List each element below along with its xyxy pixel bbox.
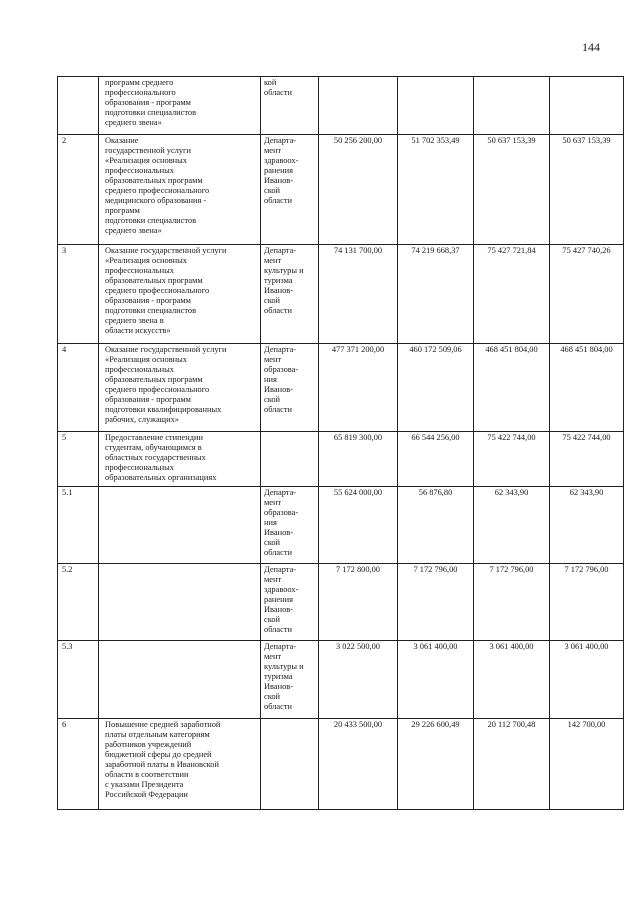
- row-number: 6: [58, 719, 99, 810]
- value-2022: 75 427 740,26: [550, 245, 624, 344]
- row-executor: Департа- мент культуры и туризма Иванов- ской области: [261, 245, 319, 344]
- value-2021: 20 112 700,48: [474, 719, 550, 810]
- value-2019: 477 371 200,00: [319, 344, 398, 432]
- table-row: [58, 245, 624, 344]
- row-executor: Департа- мент образова- ния Иванов- ской области: [261, 344, 319, 432]
- budget-table: [57, 76, 624, 810]
- table-row: [58, 135, 624, 245]
- value-2020: 3 061 400,00: [398, 641, 474, 719]
- value-2022: 75 422 744,00: [550, 432, 624, 487]
- row-name: Оказание государственной услуги «Реализация основных профессиональных образовательных программ среднего профессионального образования - программ подготовки квалифицированных рабочих, служащих»: [99, 344, 261, 432]
- value-2019: [319, 77, 398, 135]
- value-2021: 7 172 796,00: [474, 564, 550, 641]
- row-number: 5.3: [58, 641, 99, 719]
- value-2020: 56 876,80: [398, 487, 474, 564]
- row-name: Оказание государственной услуги «Реализация основных профессиональных образовательных программ среднего профессионального образования - программ подготовки специалистов среднего звена в области искусств»: [99, 245, 261, 344]
- value-2022: [550, 77, 624, 135]
- row-number: 3: [58, 245, 99, 344]
- row-executor: кой области: [261, 77, 319, 135]
- row-name: [99, 564, 261, 641]
- row-name: [99, 487, 261, 564]
- value-2021: 50 637 153,39: [474, 135, 550, 245]
- value-2020: 460 172 509,06: [398, 344, 474, 432]
- value-2022: 468 451 804,00: [550, 344, 624, 432]
- row-number: 5: [58, 432, 99, 487]
- row-number: [58, 77, 99, 135]
- row-name: [99, 641, 261, 719]
- row-name: Оказание государственной услуги «Реализация основных профессиональных образовательных программ среднего профессионального медицинского образования - программ подготовки специалистов среднего звена»: [99, 135, 261, 245]
- row-number: 5.2: [58, 564, 99, 641]
- table-row: [58, 564, 624, 641]
- row-executor: Департа- мент культуры и туризма Иванов- ской области: [261, 641, 319, 719]
- row-executor: Департа- мент образова- ния Иванов- ской области: [261, 487, 319, 564]
- value-2022: 7 172 796,00: [550, 564, 624, 641]
- value-2020: 74 219 668,37: [398, 245, 474, 344]
- value-2021: 468 451 804,00: [474, 344, 550, 432]
- value-2021: 75 427 721,84: [474, 245, 550, 344]
- row-number: 5.1: [58, 487, 99, 564]
- value-2019: 50 256 200,00: [319, 135, 398, 245]
- table-row: [58, 432, 624, 487]
- value-2019: 65 819 300,00: [319, 432, 398, 487]
- value-2020: 7 172 796,00: [398, 564, 474, 641]
- table-row: [58, 719, 624, 810]
- row-name: Предоставление стипендии студентам, обучающимся в областных государственных профессиональных образовательных организациях: [99, 432, 261, 487]
- value-2019: 74 131 700,00: [319, 245, 398, 344]
- value-2021: [474, 77, 550, 135]
- table-row: [58, 344, 624, 432]
- value-2022: 3 061 400,00: [550, 641, 624, 719]
- row-number: 2: [58, 135, 99, 245]
- value-2019: 20 433 500,00: [319, 719, 398, 810]
- row-executor: [261, 432, 319, 487]
- row-number: 4: [58, 344, 99, 432]
- row-name: Повышение средней заработной платы отдельным категориям работников учреждений бюджетной сферы до средней заработной платы в Ивановской области в соответствии с указами Президента Российской Федерации: [99, 719, 261, 810]
- value-2020: 66 544 256,00: [398, 432, 474, 487]
- row-executor: Департа- мент здравоох- ранения Иванов- ской области: [261, 564, 319, 641]
- row-name: программ среднего профессионального образования - программ подготовки специалистов среднего звена»: [99, 77, 261, 135]
- value-2020: 51 702 353,49: [398, 135, 474, 245]
- table-row: [58, 641, 624, 719]
- value-2022: 50 637 153,39: [550, 135, 624, 245]
- value-2022: 142 700,00: [550, 719, 624, 810]
- value-2019: 55 624 000,00: [319, 487, 398, 564]
- row-executor: [261, 719, 319, 810]
- row-executor: Департа- мент здравоох- ранения Иванов- ской области: [261, 135, 319, 245]
- page-number: 144: [582, 40, 600, 54]
- table-row: [58, 487, 624, 564]
- value-2021: 75 422 744,00: [474, 432, 550, 487]
- table-row: [58, 77, 624, 135]
- value-2022: 62 343,90: [550, 487, 624, 564]
- value-2021: 3 061 400,00: [474, 641, 550, 719]
- value-2020: [398, 77, 474, 135]
- value-2020: 29 226 600,49: [398, 719, 474, 810]
- value-2021: 62 343,90: [474, 487, 550, 564]
- value-2019: 3 022 500,00: [319, 641, 398, 719]
- value-2019: 7 172 800,00: [319, 564, 398, 641]
